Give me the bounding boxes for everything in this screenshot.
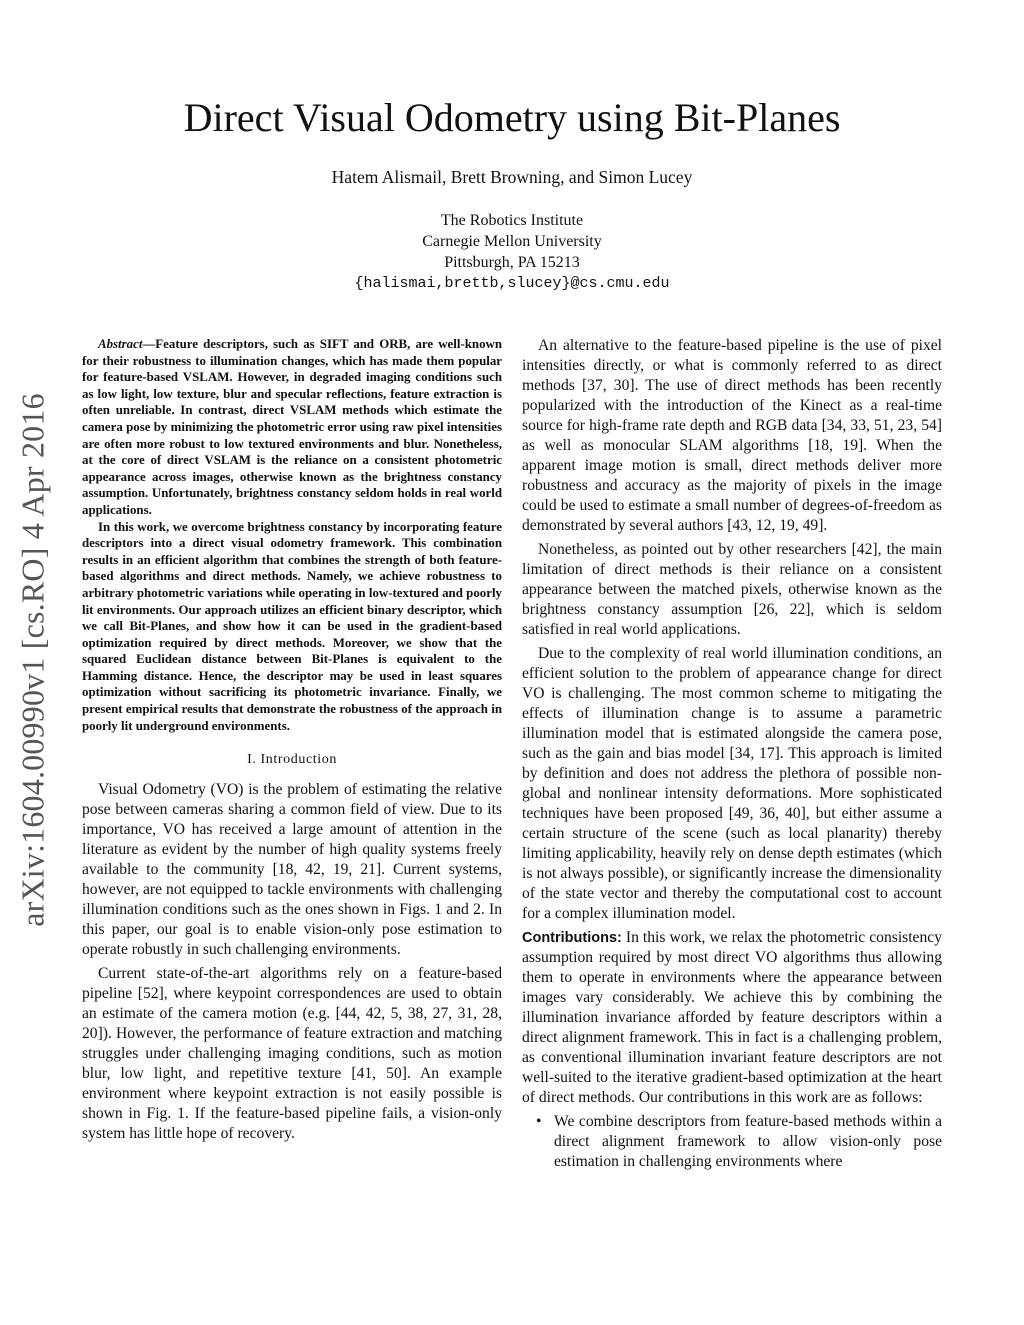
abstract-paragraph-1: Abstract—Feature descriptors, such as SIFT and ORB, are well-known for their robustness to illumination changes, which has made them popular for feature-based VSLAM. However, in degraded imaging conditions such as low light, low texture, blur and specular reflections, feature extraction is often unreliable. In contrast, direct VSLAM methods which estimate the camera pose by minimizing the photometric error using raw pixel intensities are often more robust to low textured environments and blur. Nonetheless, at the core of direct VSLAM is the reliance on a consistent photometric appearance across images, otherwise known as the brightness constancy assumption. Unfortunately, brightness constancy seldom holds in real world applications. xyxy=(82,337,502,517)
intro-paragraph-3: An alternative to the feature-based pipeline is the use of pixel intensities directly, or what is commonly referred to as direct methods [37, 30]. The use of direct methods has been recently popularized with the introduction of the Kinect as a real-time source for high-frame rate depth and RGB data [34, 33, 51, 23, 54] as well as monocular SLAM algorithms [18, 19]. When the apparent image motion is small, direct methods deliver more robustness and accuracy as the majority of pixels in the image could be used to estimate a small number of degrees-of-freedom as demonstrated by several authors [43, 12, 19, 49]. xyxy=(522,337,942,534)
contributions-list xyxy=(522,1112,942,1172)
intro-paragraph-4: Nonetheless, as pointed out by other researchers [42], the main limitation of direct methods is their reliance on a consistent appearance between the matched pixels, otherwise known as the brightness constancy assumption [26, 22], which is seldom satisfied in real world applications. xyxy=(522,541,942,638)
paper-authors: Hatem Alismail, Brett Browning, and Simon Lucey xyxy=(331,167,693,187)
intro-paragraph-2: Current state-of-the-art algorithms rely on a feature-based pipeline [52], where keypoint correspondences are used to obtain an estimate of the camera motion (e.g. [44, 42, 5, 38, 27, 31, 28, 20]). However, the performance of feature extraction and matching struggles under challenging imaging conditions, such as motion blur, low light, and repetitive texture [41, 50]. An example environment where keypoint extraction is not easily possible is shown in Fig. 1. If the feature-based pipeline fails, a vision-only system has little hope of recovery. xyxy=(82,965,502,1143)
city: Pittsburgh, PA 15213 xyxy=(444,254,580,271)
abstract-label: Abstract xyxy=(98,337,143,351)
contributions-label: Contributions: xyxy=(522,930,622,946)
left-column xyxy=(82,336,502,1148)
institution: The Robotics Institute xyxy=(440,212,584,229)
paper-title: Direct Visual Odometry using Bit-Planes xyxy=(183,95,841,140)
email: {halismai,brettb,slucey}@cs.cmu.edu xyxy=(354,275,670,292)
list-item: • We combine descriptors from feature-based methods within a direct alignment framework to allow vision-only pose estimation in challenging environments where xyxy=(554,1112,942,1172)
arxiv-sidebar xyxy=(8,360,58,960)
contributions-paragraph: Contributions: In this work, we relax the photometric consistency assumption required by most direct VO algorithms thus allowing them to operate in environments where the appearance between images vary considerably. We achieve this by combining the illumination invariance afforded by feature descriptors within a direct alignment framework. This in fact is a challenging problem, as conventional illumination invariant feature descriptors are not well-suited to the iterative gradient-based optimization at the heart of direct methods. Our contributions in this work are as follows: xyxy=(522,929,942,1106)
intro-paragraph-1: Visual Odometry (VO) is the problem of estimating the relative pose between cameras sharing a common field of view. Due to its importance, VO has received a large amount of attention in the literature as evident by the number of high quality systems freely available to the community [18, 42, 19, 21]. Current systems, however, are not equipped to tackle environments with challenging illumination conditions such as the ones shown in Figs. 1 and 2. In this paper, our goal is to enable vision-only pose estimation to operate robustly in such challenging environments. xyxy=(82,781,502,959)
section-heading-introduction: I. Introduction xyxy=(247,752,337,768)
university: Carnegie Mellon University xyxy=(422,233,602,250)
abstract-paragraph-2: In this work, we overcome brightness constancy by incorporating feature descriptors into a direct visual odometry framework. This combination results in an efficient algorithm that combines the strength of both feature-based algorithms and direct methods. Namely, we achieve robustness to arbitrary photometric variations while operating in low-textured and poorly lit environments. Our approach utilizes an efficient binary descriptor, which we call Bit-Planes, and show how it can be used in the gradient-based optimization required by direct methods. Moreover, we show that the squared Euclidean distance between Bit-Planes is equivalent to the Hamming distance. Hence, the descriptor may be used in least squares optimization without sacrificing its photometric invariance. Finally, we present empirical results that demonstrate the robustness of the approach in poorly lit underground environments. xyxy=(82,519,502,733)
arxiv-identifier: arXiv:1604.00990v1 [cs.RO] 4 Apr 2016 xyxy=(14,393,51,927)
abstract xyxy=(82,336,502,734)
affiliation xyxy=(0,210,1024,294)
intro-paragraph-5: Due to the complexity of real world illumination conditions, an efficient solution to the problem of appearance change for direct VO is challenging. The most common scheme to mitigating the effects of illumination change is to assume a parametric illumination model that is estimated alongside the camera pose, such as the gain and bias model [34, 17]. This approach is limited by definition and does not address the plethora of possible non-global and nonlinear intensity deformations. More sophisticated techniques have been proposed [49, 36, 40], but either assume a certain structure of the scene (such as local planarity) thereby limiting applicability, heavily rely on dense depth estimates (which is not always possible), or significantly increase the dimensionality of the state vector and thereby the computational cost to account for a complex illumination model. xyxy=(522,645,942,922)
right-column xyxy=(522,336,942,1172)
